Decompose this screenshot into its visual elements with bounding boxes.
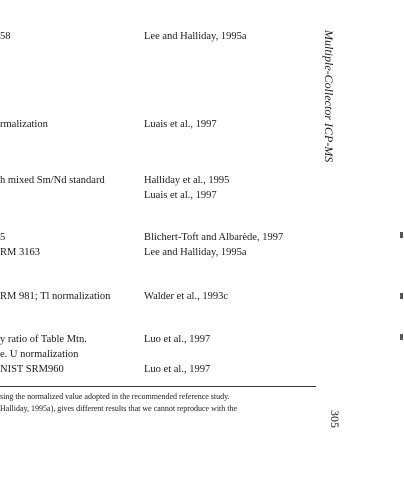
footnote-line-1: sing the normalized value adopted in the recommended reference study. [0, 392, 230, 401]
row-5-description: RM 3163 [0, 247, 40, 258]
row-3-reference-1: Halliday et al., 1995 [144, 175, 230, 186]
row-9-reference: Luo et al., 1997 [144, 364, 211, 375]
row-6-reference: Walder et al., 1993c [144, 291, 228, 302]
row-8-description: e. U normalization [0, 349, 79, 360]
running-head: Multiple-Collector ICP-MS [322, 30, 336, 163]
row-7-description: y ratio of Table Mtn. [0, 334, 87, 345]
page-number: 305 [328, 410, 342, 428]
row-2-description: rmalization [0, 119, 48, 130]
row-1-reference: Lee and Halliday, 1995a [144, 31, 247, 42]
row-6-description: RM 981; Tl normalization [0, 291, 111, 302]
row-4-reference: Blichert-Toft and Albarède, 1997 [144, 232, 284, 243]
row-1-description: 58 [0, 31, 11, 42]
row-2-reference: Luais et al., 1997 [144, 119, 217, 130]
table-bottom-rule [0, 386, 316, 387]
row-9-description: NIST SRM960 [0, 364, 64, 375]
right-edge-mark [400, 293, 403, 299]
row-7-reference: Luo et al., 1997 [144, 334, 211, 345]
right-edge-mark [400, 232, 403, 238]
footnote-line-2: Halliday, 1995a), gives different results that we cannot reproduce with the [0, 404, 238, 413]
row-4-description: 5 [0, 232, 6, 243]
row-5-reference: Lee and Halliday, 1995a [144, 247, 247, 258]
row-3-description: h mixed Sm/Nd standard [0, 175, 105, 186]
right-edge-mark [400, 334, 403, 340]
row-3-reference-2: Luais et al., 1997 [144, 190, 217, 201]
